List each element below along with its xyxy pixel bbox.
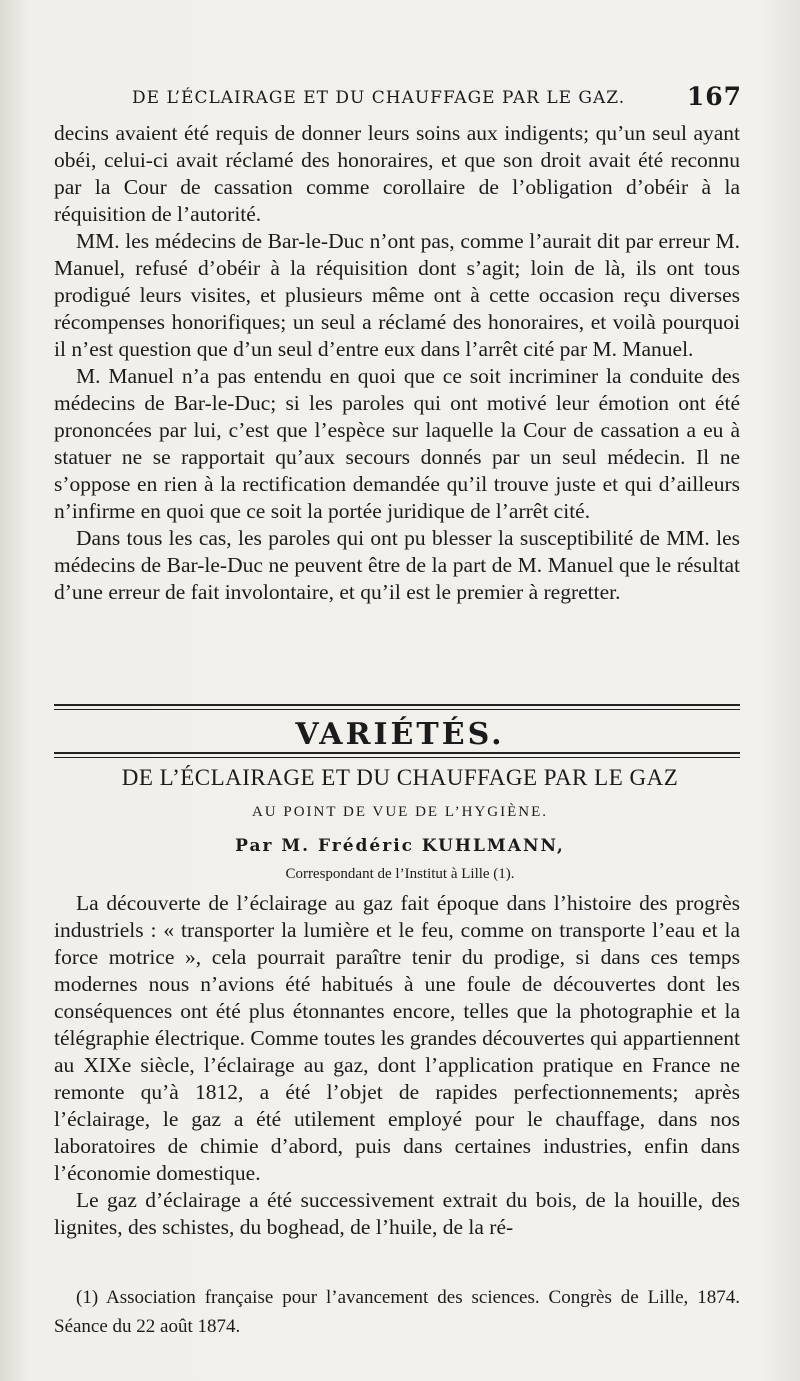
paragraph: Dans tous les cas, les paroles qui ont pu blesser la susceptibilité de MM. les médecins de Bar-le-Duc ne peuvent être de la part de M. Manuel que le résultat d’une erreur de fait involontaire, et qu’il est le premier à regretter. [54,526,740,604]
section-divider-bottom [54,752,740,754]
footnote [54,1283,740,1341]
paragraph: decins avaient été requis de donner leurs soins aux indigents; qu’un seul ayant obéi, celui-ci avait réclamé des honoraires, et que son droit avait été reconnu par la Cour de cassation comme corollaire de l’obligation d’obéir à la réquisition de l’autorité. [54,121,740,226]
page-number: 167 [686,82,742,111]
running-title: DE L’ÉCLAIRAGE ET DU CHAUFFAGE PAR LE GAZ. [132,88,626,108]
page-header [132,82,742,116]
paragraph: M. Manuel n’a pas entendu en quoi que ce soit incriminer la conduite des médecins de Bar-le-Duc; si les paroles qui ont motivé leur émotion ont été prononcées par lui, c’est que l’espèce sur laquelle la Cour de cassation a eu à statuer ne se rapportait qu’aux secours donnés par un seul médecin. Il ne s’oppose en rien à la rectification demandée qu’il trouve juste et qui d’ailleurs n’infirme en quoi que ce soit la portée juridique de l’arrêt cité. [54,364,740,523]
paragraph: MM. les médecins de Bar-le-Duc n’ont pas, comme l’aurait dit par erreur M. Manuel, refusé d’obéir à la réquisition dont s’agit; loin de là, ils ont tous prodigué leurs visites, et plusieurs même ont à cette occasion reçu diverses récompenses honorifiques; un seul a réclamé des honoraires, et voilà pourquoi il n’est question que d’un seul d’entre eux dans l’arrêt cité par M. Manuel. [54,229,740,361]
section-divider-top [54,704,740,706]
article-title: DE L’ÉCLAIRAGE ET DU CHAUFFAGE PAR LE GAZ [121,765,679,790]
article-text-block [54,890,740,1241]
paragraph: La découverte de l’éclairage au gaz fait époque dans l’histoire des progrès industriels : « transporter la lumière et le feu, comme on transporte l’eau et la force motrice », cela pourrait paraître tenir du prodige, si dans ces temps modernes nous n’avions été habitués à une foule de découvertes dont les conséquences ont été plus étonnantes encore, telles que la photographie et la télégraphie électrique. Comme toutes les grandes découvertes qui appartiennent au XIXe siècle, l’éclairage au gaz, dont l’application pratique en France ne remonte qu’à 1812, a été l’objet de rapides perfectionnements; après l’éclairage, le gaz a été utilement employé pour le chauffage, dans nos laboratoires de chimie d’abord, puis dans certaines industries, enfin dans l’économie domestique. [54,891,740,1185]
footnote-text: (1) Association française pour l’avancement des sciences. Congrès de Lille, 1874. Séance du 22 août 1874. [54,1287,740,1337]
author-affiliation: Correspondant de l’Institut à Lille (1). [285,866,515,882]
article-subtitle: AU POINT DE VUE DE L’HYGIÈNE. [251,804,549,820]
section-heading: VARIÉTÉS. [295,717,505,752]
paragraph: Le gaz d’éclairage a été successivement extrait du bois, de la houille, des lignites, des schistes, du boghead, de l’huile, de la ré- [54,1188,740,1239]
author-byline: Par M. Frédéric KUHLMANN, [235,836,565,856]
section-divider-bottom-thin [54,757,740,758]
section-divider-top-thin [54,709,740,710]
top-text-block [54,120,740,606]
